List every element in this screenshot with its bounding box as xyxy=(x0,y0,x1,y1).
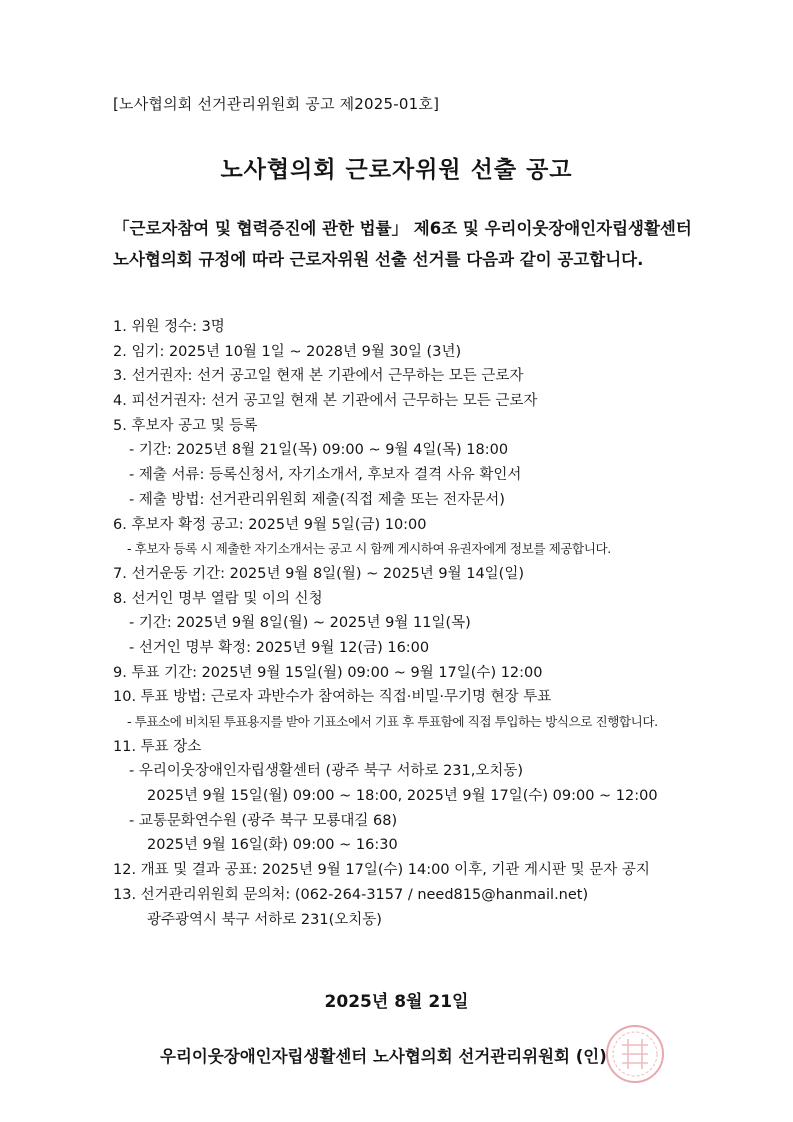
list-item: 4. 피선거권자: 선거 공고일 현재 본 기관에서 근무하는 모든 근로자 xyxy=(113,393,538,410)
list-item: 1. 위원 정수: 3명 xyxy=(113,319,225,335)
list-item: 9. 투표 기간: 2025년 9월 15일(월) 09:00 ~ 9월 17일(수) 12:00 xyxy=(113,664,543,681)
list-item: 6. 후보자 확정 공고: 2025년 9월 5일(금) 10:00 xyxy=(113,516,427,533)
list-subitem: - 기간: 2025년 8월 21일(목) 09:00 ~ 9월 4일(목) 18:00 xyxy=(129,442,509,459)
notice-items xyxy=(113,315,713,932)
intro-paragraph: 「근로자참여 및 협력증진에 관한 법률」 제6조 및 우리이웃장애인자립생활센터 노사협의회 규정에 따라 근로자위원 선출 선거를 다음과 같이 공고합니다. xyxy=(113,219,692,269)
document-title: 노사협의회 근로자위원 선출 공고 xyxy=(220,157,573,183)
list-note: - 투표소에 비치된 투표용지를 받아 기표소에서 기표 후 투표함에 직접 투입하는 방식으로 진행합니다. xyxy=(127,714,658,729)
list-subitem: - 제출 방법: 선거관리위원회 제출(직접 제출 또는 전자문서) xyxy=(129,491,505,508)
list-subitem: - 교통문화연수원 (광주 북구 모룡대길 68) xyxy=(129,812,398,829)
list-detail: 2025년 9월 15일(월) 09:00 ~ 18:00, 2025년 9월 17일(수) 09:00 ~ 12:00 xyxy=(147,788,658,805)
list-note: - 후보자 등록 시 제출한 자기소개서는 공고 시 함께 게시하여 유권자에게 정보를 제공합니다. xyxy=(127,541,611,557)
list-subitem: - 선거인 명부 확정: 2025년 9월 12(금) 16:00 xyxy=(129,639,430,656)
list-item: 5. 후보자 공고 및 등록 xyxy=(113,417,258,434)
list-detail: 광주광역시 북구 서하로 231(오치동) xyxy=(147,911,382,928)
list-subitem: - 기간: 2025년 9월 8일(월) ~ 2025년 9월 11일(목) xyxy=(129,615,471,632)
list-item: 2. 임기: 2025년 10월 1일 ~ 2028년 9월 30일 (3년) xyxy=(113,343,462,360)
list-item: 7. 선거운동 기간: 2025년 9월 8일(월) ~ 2025년 9월 14일(일) xyxy=(113,565,525,582)
signer-line: 우리이웃장애인자립생활센터 노사협의회 선거관리위원회 (인) xyxy=(160,1047,607,1066)
list-detail: 2025년 9월 16일(화) 09:00 ~ 16:30 xyxy=(147,837,398,854)
list-item: 8. 선거인 명부 열람 및 이의 신청 xyxy=(113,590,323,607)
list-item: 12. 개표 및 결과 공표: 2025년 9월 17일(수) 14:00 이후, 기관 게시판 및 문자 공지 xyxy=(113,862,650,879)
list-item: 3. 선거권자: 선거 공고일 현재 본 기관에서 근무하는 모든 근로자 xyxy=(113,368,524,385)
list-item: 10. 투표 방법: 근로자 과반수가 참여하는 직접·비밀·무기명 현장 투표 xyxy=(113,689,552,706)
notice-date: 2025년 8월 21일 xyxy=(324,992,469,1012)
notice-number: [노사협의회 선거관리위원회 공고 제2025-01호] xyxy=(113,95,440,113)
list-subitem: - 제출 서류: 등록신청서, 자기소개서, 후보자 결격 사유 확인서 xyxy=(129,467,522,484)
list-item: 11. 투표 장소 xyxy=(113,738,202,755)
official-seal-icon xyxy=(604,1023,666,1085)
list-subitem: - 우리이웃장애인자립생활센터 (광주 북구 서하로 231,오치동) xyxy=(129,763,524,780)
list-item: 13. 선거관리위원회 문의처: (062-264-3157 / need815@hanmail.net) xyxy=(113,886,589,903)
